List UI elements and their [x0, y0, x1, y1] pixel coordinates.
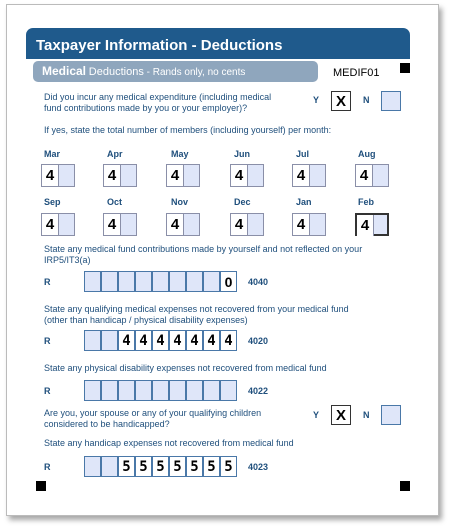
digit-cell: 5: [186, 456, 203, 477]
section-header: [33, 61, 318, 82]
qualifying-question: [44, 304, 349, 326]
disability-question: State any physical disability expenses not recovered from medical fund: [44, 363, 327, 373]
qualifying-question-line2: (other than handicap / physical disability expenses): [44, 315, 248, 325]
month-label: Oct: [107, 197, 123, 207]
month-value: 4: [167, 214, 184, 235]
expenditure-question-line2: fund contributions made by you or your employer)?: [44, 103, 248, 113]
month-label: Dec: [234, 197, 251, 207]
section-title-strong: Medical: [42, 64, 87, 78]
handicap-exp-currency: R: [44, 462, 51, 472]
digit-cell: [152, 271, 169, 292]
expenditure-question-line1: Did you incur any medical expenditure (including medical: [44, 92, 272, 102]
digit-cell: 0: [220, 271, 237, 292]
digit-cell: 4: [169, 330, 186, 351]
digit-cell: [84, 380, 101, 401]
expenditure-no-label: N: [363, 95, 370, 105]
month-jul-field[interactable]: [292, 164, 326, 187]
digit-cell: [101, 380, 118, 401]
month-label: Apr: [107, 149, 123, 159]
digit-cell: [203, 271, 220, 292]
month-value: 4: [231, 165, 248, 186]
contrib-question-line2: IRP5/IT3(a): [44, 255, 91, 265]
digit-cell: [84, 456, 101, 477]
month-label: Mar: [44, 149, 61, 159]
digit-cell: 5: [135, 456, 152, 477]
expenditure-no-checkbox[interactable]: [381, 91, 401, 111]
handicap-exp-code: 4023: [248, 462, 269, 472]
digit-cell: 4: [203, 330, 220, 351]
month-nov-field[interactable]: [166, 213, 200, 236]
month-label: May: [171, 149, 189, 159]
digit-cell: [118, 271, 135, 292]
digit-cell: [101, 271, 118, 292]
qualifying-currency: R: [44, 336, 51, 346]
month-may-field[interactable]: [166, 164, 200, 187]
month-sep-field[interactable]: [41, 213, 75, 236]
handicap-exp-question: State any handicap expenses not recovered from medical fund: [44, 438, 294, 448]
handicap-exp-amount-field[interactable]: [84, 456, 244, 477]
digit-cell: [169, 380, 186, 401]
digit-cell: [135, 380, 152, 401]
month-jun-field[interactable]: [230, 164, 264, 187]
section-title-note: - Rands only, no cents: [146, 67, 246, 78]
registration-mark-bottom-left: [36, 481, 46, 491]
handicapped-question: [44, 408, 261, 430]
digit-cell: 5: [203, 456, 220, 477]
digit-cell: 4: [186, 330, 203, 351]
digit-cell: [101, 330, 118, 351]
handicapped-no-checkbox[interactable]: [381, 405, 401, 425]
month-apr-field[interactable]: [103, 164, 137, 187]
contrib-code: 4040: [248, 277, 269, 287]
month-value: 4: [104, 165, 121, 186]
digit-cell: 5: [220, 456, 237, 477]
month-oct-field[interactable]: [103, 213, 137, 236]
disability-code: 4022: [248, 386, 269, 396]
digit-cell: [220, 380, 237, 401]
month-value: 4: [42, 165, 59, 186]
month-label: Jul: [296, 149, 310, 159]
digit-cell: 4: [135, 330, 152, 351]
contrib-currency: R: [44, 277, 51, 287]
digit-cell: [101, 456, 118, 477]
form-title: Taxpayer Information - Deductions: [26, 28, 410, 59]
section-title-mid: Deductions: [88, 66, 144, 78]
month-label: Sep: [44, 197, 61, 207]
digit-cell: [203, 380, 220, 401]
digit-cell: [84, 271, 101, 292]
month-jan-field[interactable]: [292, 213, 326, 236]
contrib-amount-field[interactable]: [84, 271, 244, 292]
month-value: 4: [104, 214, 121, 235]
month-label: Feb: [358, 197, 375, 207]
handicapped-question-line1: Are you, your spouse or any of your qualifying children: [44, 408, 262, 418]
digit-cell: [186, 271, 203, 292]
month-label: Jun: [234, 149, 251, 159]
qualifying-amount-field[interactable]: [84, 330, 244, 351]
digit-cell: 5: [152, 456, 169, 477]
month-value: 4: [167, 165, 184, 186]
expenditure-question: [44, 92, 271, 114]
contrib-question: [44, 244, 362, 266]
handicapped-no-label: N: [363, 410, 370, 420]
disability-currency: R: [44, 386, 51, 396]
registration-mark-bottom-right: [400, 481, 410, 491]
month-value: 4: [42, 214, 59, 235]
digit-cell: 4: [220, 330, 237, 351]
month-mar-field[interactable]: [41, 164, 75, 187]
digit-cell: [118, 380, 135, 401]
digit-cell: 5: [169, 456, 186, 477]
month-value: 4: [356, 165, 373, 186]
digit-cell: 4: [152, 330, 169, 351]
registration-mark-top-right: [400, 63, 410, 73]
handicapped-yes-label: Y: [313, 410, 320, 420]
disability-amount-field[interactable]: [84, 380, 244, 401]
form-code: MEDIF01: [333, 67, 380, 79]
digit-cell: [135, 271, 152, 292]
month-dec-field[interactable]: [230, 213, 264, 236]
digit-cell: 4: [118, 330, 135, 351]
expenditure-yes-label: Y: [313, 95, 320, 105]
month-value: 4: [357, 215, 374, 236]
contrib-question-line1: State any medical fund contributions made by yourself and not reflected on your: [44, 244, 363, 254]
digit-cell: 5: [118, 456, 135, 477]
digit-cell: [152, 380, 169, 401]
qualifying-question-line1: State any qualifying medical expenses not recovered from your medical fund: [44, 304, 349, 314]
month-aug-field[interactable]: [355, 164, 389, 187]
month-value: 4: [293, 214, 310, 235]
month-value: 4: [293, 165, 310, 186]
month-value: 4: [231, 214, 248, 235]
digit-cell: [186, 380, 203, 401]
qualifying-code: 4020: [248, 336, 269, 346]
month-label: Jan: [296, 197, 312, 207]
digit-cell: [169, 271, 186, 292]
month-label: Nov: [171, 197, 189, 207]
month-label: Aug: [358, 149, 376, 159]
digit-cell: [84, 330, 101, 351]
handicapped-yes-checkbox[interactable]: X: [331, 405, 351, 425]
members-question: If yes, state the total number of members (including yourself) per month:: [44, 125, 332, 135]
month-feb-field[interactable]: [355, 213, 389, 236]
handicapped-question-line2: considered to be handicapped?: [44, 419, 170, 429]
expenditure-yes-checkbox[interactable]: X: [331, 91, 351, 111]
